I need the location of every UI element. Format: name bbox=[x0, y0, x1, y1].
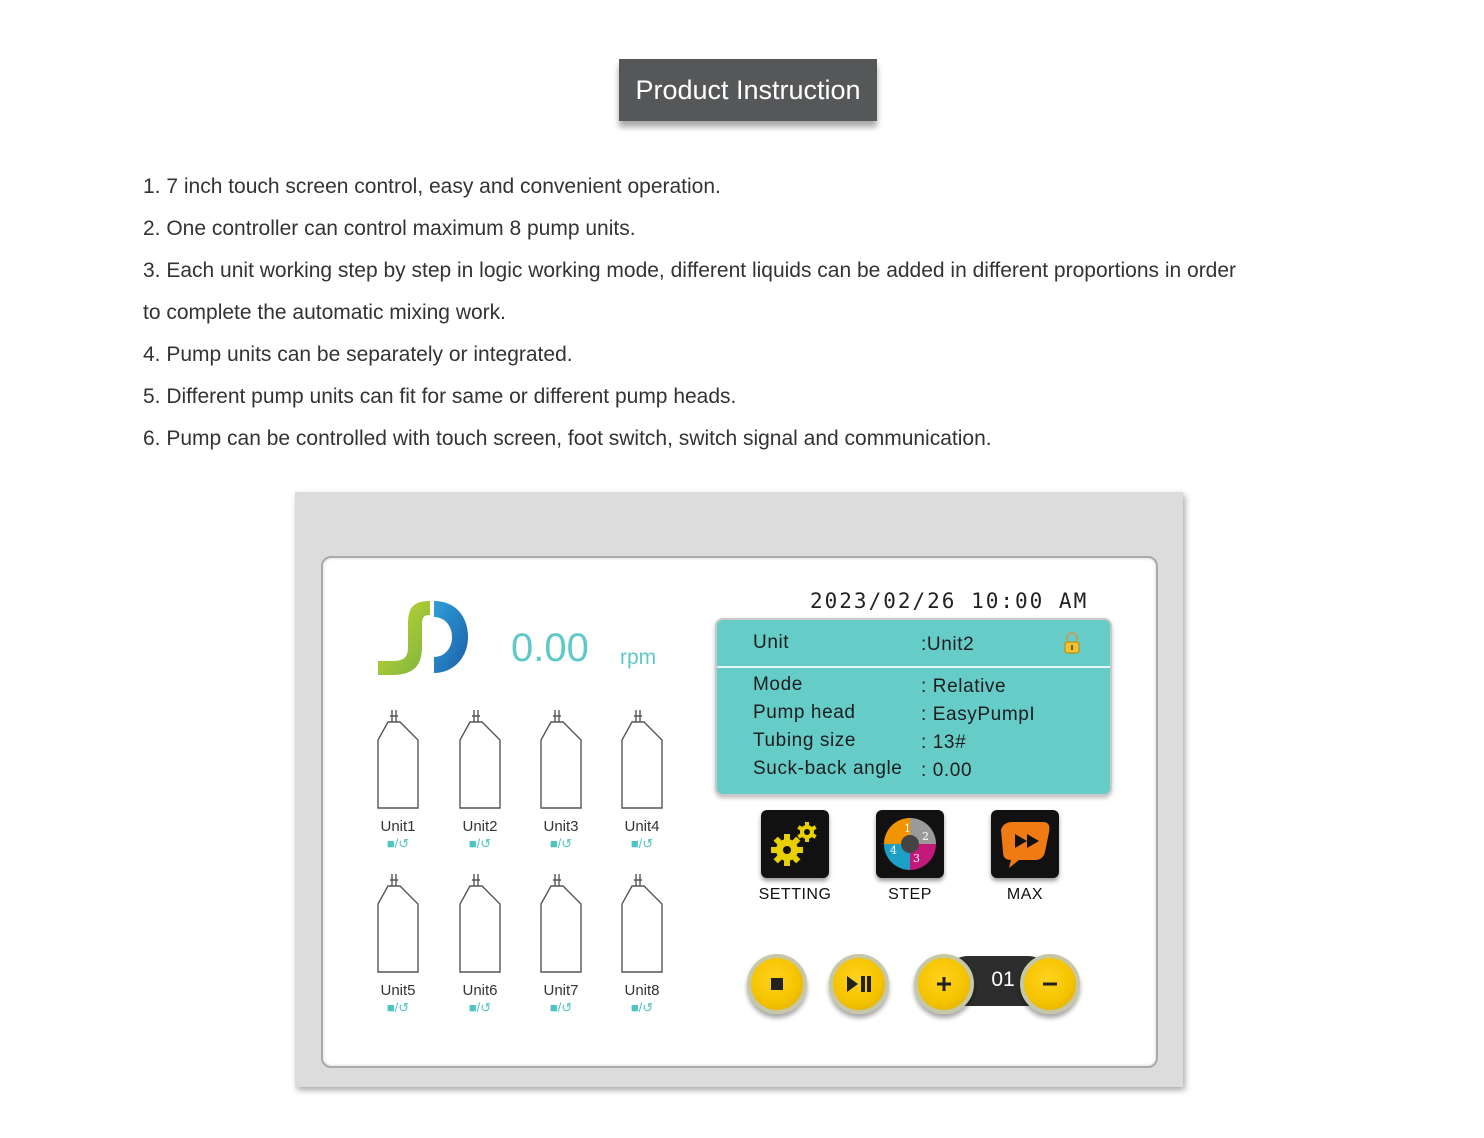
unit-label: Unit5 bbox=[380, 982, 416, 999]
unit-info-panel bbox=[715, 618, 1112, 796]
max-button[interactable] bbox=[970, 810, 1080, 904]
step-number: 4 bbox=[890, 844, 897, 857]
suck-back-label: Suck-back angle bbox=[753, 758, 903, 779]
tubing-size-value: : 13# bbox=[921, 732, 967, 753]
unit-label: Unit7 bbox=[543, 982, 579, 999]
bottle-icon bbox=[458, 874, 502, 974]
mode-label: Mode bbox=[753, 674, 803, 695]
stop-button[interactable] bbox=[747, 954, 807, 1014]
bottle-icon bbox=[458, 710, 502, 810]
instruction-item: 5. Different pump units can fit for same or different pump heads. bbox=[143, 385, 737, 408]
unit-label: Unit4 bbox=[624, 818, 660, 835]
unit-label: Unit3 bbox=[543, 818, 579, 835]
instruction-item: to complete the automatic mixing work. bbox=[143, 301, 506, 324]
unit-2[interactable] bbox=[450, 710, 510, 852]
play-pause-button[interactable] bbox=[829, 954, 889, 1014]
mode-value: : Relative bbox=[921, 676, 1007, 697]
controller-device bbox=[295, 492, 1183, 1087]
touch-screen bbox=[321, 556, 1158, 1068]
setting-label: SETTING bbox=[758, 886, 832, 903]
bottle-icon bbox=[620, 874, 664, 974]
unit-1[interactable] bbox=[368, 710, 428, 852]
unit-control-icons[interactable]: ■/↺ bbox=[386, 836, 410, 851]
rpm-value: 0.00 bbox=[511, 626, 589, 670]
unit-control-icons[interactable]: ■/↺ bbox=[630, 1000, 654, 1015]
unit-5[interactable] bbox=[368, 874, 428, 1016]
step-label: STEP bbox=[888, 886, 932, 903]
unit-value: :Unit2 bbox=[921, 634, 975, 655]
unit-control-icons[interactable]: ■/↺ bbox=[549, 836, 573, 851]
setting-button[interactable] bbox=[740, 810, 850, 904]
unit-label: Unit8 bbox=[624, 982, 660, 999]
instruction-item: 6. Pump can be controlled with touch screen, foot switch, switch signal and communication. bbox=[143, 427, 992, 450]
bottle-icon bbox=[620, 710, 664, 810]
counter-value: 01 bbox=[991, 968, 1015, 991]
instruction-item: 3. Each unit working step by step in logic working mode, different liquids can be added in different proportions in order bbox=[143, 259, 1237, 282]
unit-label: Unit bbox=[753, 632, 790, 653]
max-label: MAX bbox=[1006, 886, 1044, 903]
stop-icon bbox=[769, 976, 785, 992]
instruction-item: 1. 7 inch touch screen control, easy and convenient operation. bbox=[143, 175, 721, 198]
unit-3[interactable] bbox=[531, 710, 591, 852]
fast-forward-icon bbox=[991, 810, 1059, 878]
plus-icon bbox=[936, 976, 952, 992]
unit-control-icons[interactable]: ■/↺ bbox=[549, 1000, 573, 1015]
step-wheel-icon bbox=[876, 810, 944, 878]
unit-control-icons[interactable]: ■/↺ bbox=[468, 836, 492, 851]
instruction-list bbox=[143, 166, 1363, 460]
brand-logo bbox=[378, 597, 473, 677]
unit-control-icons[interactable]: ■/↺ bbox=[468, 1000, 492, 1015]
unit-label: Unit2 bbox=[462, 818, 498, 835]
instruction-item: 4. Pump units can be separately or integrated. bbox=[143, 343, 573, 366]
unit-4[interactable] bbox=[612, 710, 672, 852]
lock-icon[interactable] bbox=[1063, 632, 1081, 654]
play-pause-icon bbox=[846, 975, 872, 993]
rpm-unit: rpm bbox=[620, 646, 657, 669]
gear-icon bbox=[761, 810, 829, 878]
step-number: 3 bbox=[913, 852, 920, 865]
minus-icon bbox=[1042, 976, 1058, 992]
unit-8[interactable] bbox=[612, 874, 672, 1016]
page-title: Product Instruction bbox=[619, 59, 877, 121]
unit-label: Unit6 bbox=[462, 982, 498, 999]
unit-control-icons[interactable]: ■/↺ bbox=[630, 836, 654, 851]
datetime-display: 2023/02/26 10:00 AM bbox=[810, 589, 1089, 613]
suck-back-value: : 0.00 bbox=[921, 760, 973, 781]
unit-label: Unit1 bbox=[380, 818, 416, 835]
tubing-size-label: Tubing size bbox=[753, 730, 857, 751]
pump-head-value: : EasyPumpI bbox=[921, 704, 1036, 725]
unit-7[interactable] bbox=[531, 874, 591, 1016]
bottle-icon bbox=[539, 874, 583, 974]
pump-head-label: Pump head bbox=[753, 702, 856, 723]
bottle-icon bbox=[376, 874, 420, 974]
increment-button[interactable] bbox=[914, 954, 974, 1014]
step-button[interactable] bbox=[855, 810, 965, 904]
unit-6[interactable] bbox=[450, 874, 510, 1016]
decrement-button[interactable] bbox=[1020, 954, 1080, 1014]
bottle-icon bbox=[539, 710, 583, 810]
step-number: 2 bbox=[922, 830, 929, 843]
step-number: 1 bbox=[904, 822, 911, 835]
bottle-icon bbox=[376, 710, 420, 810]
unit-control-icons[interactable]: ■/↺ bbox=[386, 1000, 410, 1015]
instruction-item: 2. One controller can control maximum 8 pump units. bbox=[143, 217, 636, 240]
